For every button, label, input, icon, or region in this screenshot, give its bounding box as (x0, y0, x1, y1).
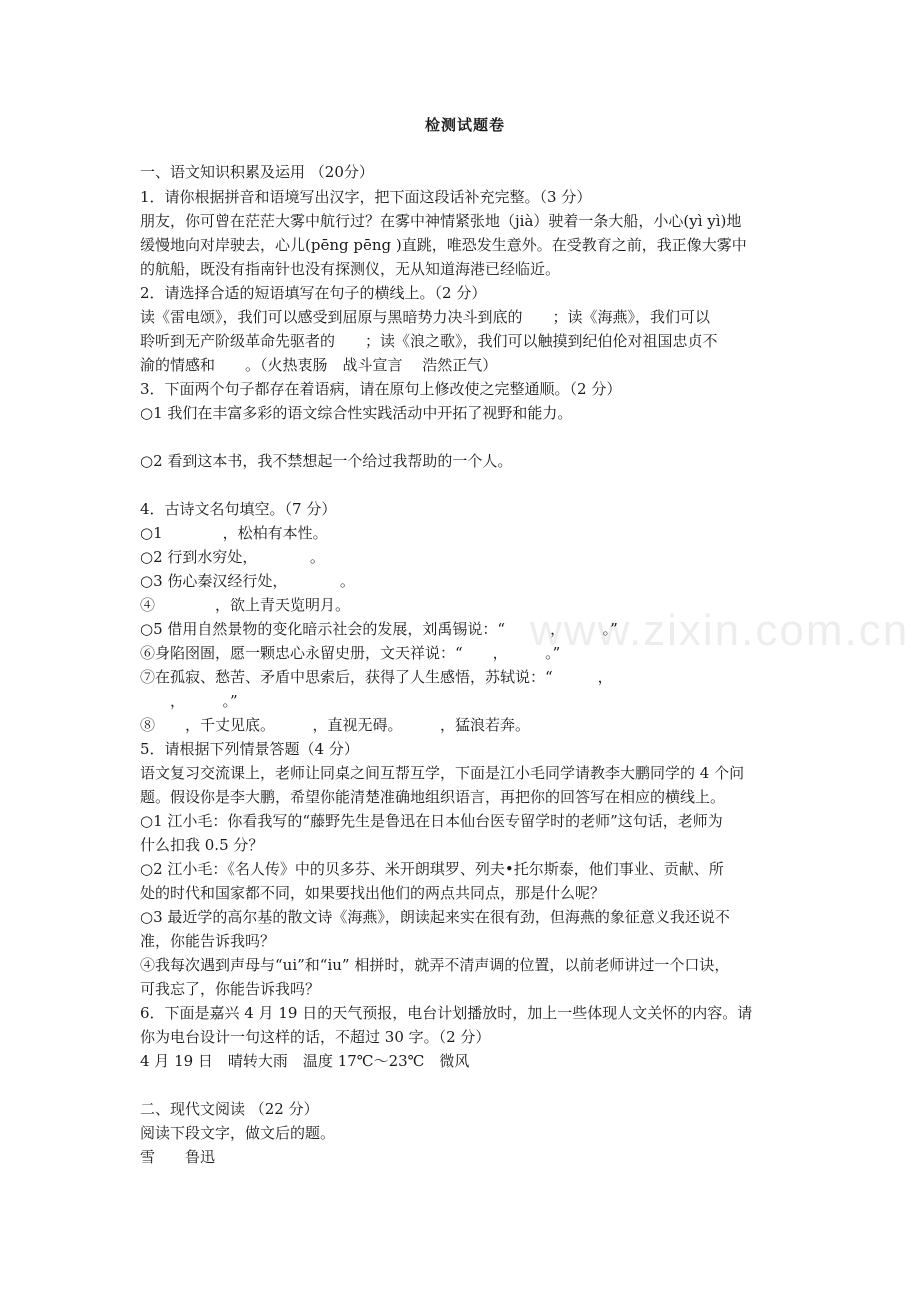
sub-item: ○2 看到这本书，我不禁想起一个给过我帮助的一个人。 (140, 452, 513, 470)
sub-item: ○2 江小毛：《名人传》中的贝多芬、米开朗琪罗、列夫•托尔斯泰，他们事业、贡献、所 (140, 860, 724, 878)
sub-item: ○3 最近学的高尔基的散文诗《海燕》，朗读起来实在很有劲，但海燕的象征意义我还说不 (140, 908, 730, 926)
paragraph-line: 阅读下段文字，做文后的题。 (140, 1124, 336, 1142)
page-title: 检测试题卷 (424, 116, 505, 134)
paragraph-line: 语文复习交流课上，老师让同桌之间互帮互学，下面是江小毛同学请教李大鹏同学的 4 个问 (140, 764, 745, 782)
sub-item: ⑥身陷囹圄，愿一颗忠心永留史册，文天祥说：“ ， 。” (140, 644, 561, 662)
paragraph-line: 朋友，你可曾在茫茫大雾中航行过？在雾中神情紧张地（jià）驶着一条大船，小心(yì yì)地 (140, 212, 742, 230)
question-4: 4．古诗文名句填空。（7 分） (140, 500, 337, 518)
sub-item: 处的时代和国家都不同，如果要找出他们的两点共同点，那是什么呢？ (140, 884, 606, 902)
sub-item: ○2 行到水穷处， 。 (140, 548, 325, 566)
weather-forecast: 4 月 19 日 晴转大雨 温度 17℃～23℃ 微风 (140, 1052, 470, 1070)
sub-item: ○1 ，松柏有本性。 (140, 524, 328, 542)
sub-item: ○5 借用自然景物的变化暗示社会的发展，刘禹锡说：“ ， 。” (140, 620, 618, 638)
question-2: 2．请选择合适的短语填写在句子的横线上。（2 分） (140, 284, 487, 302)
question-5: 5．请根据下列情景答题（4 分） (140, 740, 359, 758)
sub-item: 准，你能告诉我吗？ (140, 932, 276, 950)
paragraph-line: 渝的情感和 。（火热衷肠 战斗宣言 浩然正气） (140, 356, 498, 374)
paragraph-line: 读《雷电颂》，我们可以感受到屈原与黑暗势力决斗到底的 ；读《海燕》，我们可以 (140, 308, 711, 326)
sub-item: ④ ，欲上青天览明月。 (140, 596, 351, 614)
paragraph-line: 的航船，既没有指南针也没有探测仪，无从知道海港已经临近。 (140, 260, 561, 278)
paragraph-line: 缓慢地向对岸驶去，心儿(pēng pēng )直跳，唯恐发生意外。在受教育之前，我正像大雾中 (140, 236, 747, 254)
paragraph-line: 你为电台设计一句这样的话，不超过 30 字。（2 分） (140, 1028, 491, 1046)
sub-item: ○3 伤心秦汉经行处， 。 (140, 572, 355, 590)
sub-item: ⑦在孤寂、愁苦、矛盾中思索后，获得了人生感悟，苏轼说：“ ， (140, 668, 613, 686)
sub-item: ， 。” (140, 692, 238, 710)
question-3: 3．下面两个句子都存在着语病，请在原句上修改使之完整通顺。（2 分） (140, 380, 622, 398)
paragraph-line: 题。假设你是李大鹏，希望你能清楚准确地组织语言，再把你的回答写在相应的横线上。 (140, 788, 726, 806)
watermark: www.zixin.com.cn (530, 606, 910, 655)
paragraph-line: 聆听到无产阶级革命先驱者的 ；读《浪之歌》，我们可以触摸到纪伯伦对祖国忠贞不 (140, 332, 718, 350)
reading-title: 雪 鲁迅 (140, 1148, 216, 1166)
sub-item: ○1 我们在丰富多彩的语文综合性实践活动中开拓了视野和能力。 (140, 404, 573, 422)
section-heading: 一、语文知识积累及运用 （20分） (140, 163, 374, 181)
sub-item: ④我每次遇到声母与“ui”和“iu” 相拼时，就弄不清声调的位置，以前老师讲过一个口诀， (140, 956, 730, 974)
sub-item: 什么扣我 0.5 分？ (140, 836, 264, 854)
sub-item: ⑧ ，千丈见底。 ，直视无碍。 ，猛浪若奔。 (140, 716, 531, 734)
question-6: 6．下面是嘉兴 4 月 19 日的天气预报，电台计划播放时，加上一些体现人文关怀的内容。请 (140, 1004, 753, 1022)
question-1: 1．请你根据拼音和语境写出汉字，把下面这段话补充完整。（3 分） (140, 188, 592, 206)
sub-item: ○1 江小毛：你看我写的“藤野先生是鲁迅在日本仙台医专留学时的老师”这句话，老师为 (140, 812, 723, 830)
section-heading: 二、现代文阅读 （22 分） (140, 1100, 319, 1118)
sub-item: 可我忘了，你能告诉我吗？ (140, 980, 321, 998)
